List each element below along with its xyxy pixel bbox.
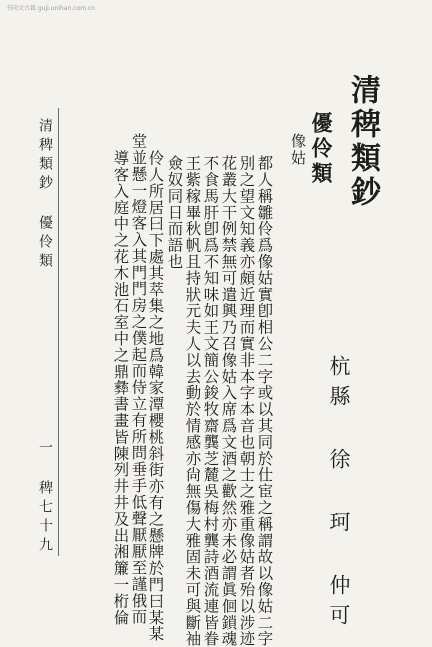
author-line: 杭縣 徐 珂 仲可 xyxy=(327,355,351,634)
body-line: 不食馬肝卽爲不知味如王文簡公鋑牧齋龔芝麓吳梅村龔詩酒流連皆眷 xyxy=(201,155,220,647)
running-title: 清稗類鈔 優伶類 xyxy=(37,118,53,272)
page-number: 一 稗七十九 xyxy=(37,440,53,556)
body-line: 伶人所居曰下處其萃集之地爲韓家潭櫻桃斜街亦有之懸牌於門曰某某 xyxy=(146,150,165,642)
body-line: 王紫稼畢秋帆且持狀元夫人以去動於情感亦尙無傷大雅固未可與斷袖 xyxy=(183,155,202,647)
watermark: 书同文古籍 guji.unihan.com.cn xyxy=(6,5,96,12)
body-line: 別之望文知義亦頗近理而實非本字本音也朝士之雅重像姑者殆以涉迹 xyxy=(237,155,256,647)
entry-title: 像姑 xyxy=(289,133,307,167)
body-line: 花叢大干例禁無可遣興乃召像姑入席爲文酒之歡然亦未必謂眞佪鎖魂 xyxy=(219,155,238,647)
body-line: 都人稱雛伶爲像姑實卽相公二字或以其同於仕宦之稱謂故以像姑二字 xyxy=(255,155,274,647)
book-title: 清稗類鈔 xyxy=(345,74,380,210)
body-line: 堂並懸一燈客入其門門房之僕起而侍立有所問垂手低聲厭厭至謹俄而 xyxy=(129,133,148,625)
section-heading: 優伶類 xyxy=(309,112,334,187)
body-line: 僉奴同日而語也 xyxy=(165,155,184,270)
margin-rule xyxy=(58,108,59,556)
body-line: 導客入庭中之花木池石室中之鼎彝書畫皆陳列井井及出湘簾一桁倫 xyxy=(111,150,130,626)
